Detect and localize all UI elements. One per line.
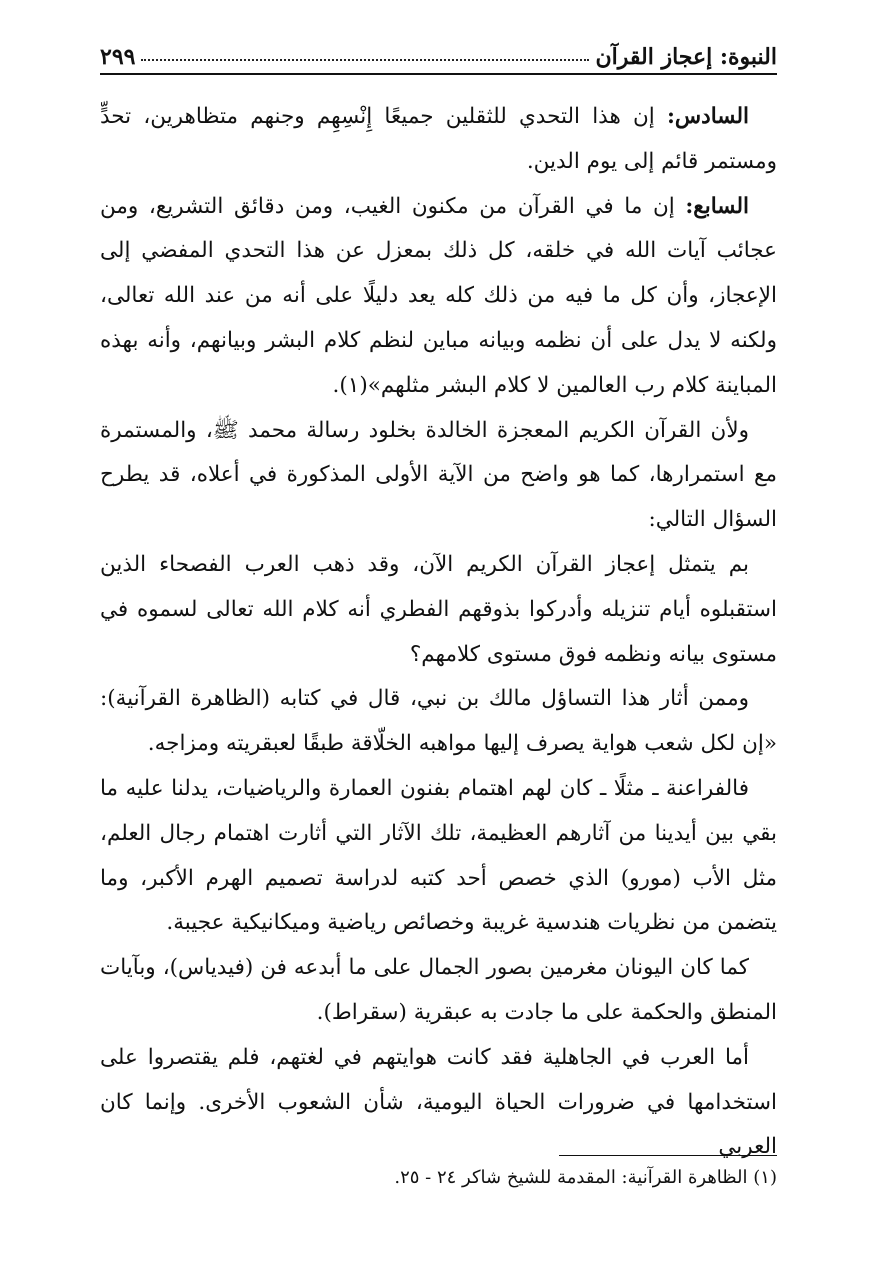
paragraph [100,543,777,677]
paragraph-lead: السابع: [685,193,749,219]
paragraph-text: أما العرب في الجاهلية فقد كانت هوايتهم في لغتهم، فلم يقتصروا على استخدامها في ضرورات الحياة اليومية، شأن الشعوب الأخرى. وإنما كان العربي [100,1044,777,1160]
paragraph-text: إن هذا التحدي للثقلين جميعًا إِنْسِهِم وجنهم متظاهرين، تحدٍّ ومستمر قائم إلى يوم الدين. [100,104,777,174]
paragraph [100,946,777,1036]
paragraph [100,95,777,185]
paragraph [100,185,777,409]
body-text [100,95,777,1170]
paragraph [100,767,777,946]
page-number: ٢٩٩ [100,44,136,70]
paragraph [100,409,777,543]
paragraph [100,1036,777,1170]
header-title: النبوة: إعجاز القرآن [595,44,777,70]
paragraph-text: بم يتمثل إعجاز القرآن الكريم الآن، وقد ذهب العرب الفصحاء الذين استقبلوه أيام تنزيله وأدركوا بذوقهم الفطري أنه كلام الله تعالى لسموه في مستوى بيانه ونظمه فوق مستوى كلامهم؟ [100,551,777,667]
paragraph [100,677,777,767]
paragraph-text: فالفراعنة ـ مثلًا ـ كان لهم اهتمام بفنون العمارة والرياضيات، يدلنا عليه ما بقي بين أيدينا من آثارهم العظيمة، تلك الآثار التي أثارت اهتمام رجال العلم، مثل الأب (مورو) الذي خصص أحد كتبه لدراسة تصميم الهرم الأكبر، وما يتضمن من نظريات هندسية غريبة وخصائص رياضية وميكانيكية عجيبة. [100,775,777,936]
running-header [100,30,777,70]
header-rule [100,73,777,75]
header-dot-leader [141,59,589,61]
paragraph-text: وممن أثار هذا التساؤل مالك بن نبي، قال في كتابه (الظاهرة القرآنية): «إن لكل شعب هواية يصرف إليها مواهبه الخلّاقة طبقًا لعبقريته ومزاجه. [100,686,777,757]
paragraph-text: كما كان اليونان مغرمين بصور الجمال على ما أبدعه فن (فيدياس)، وبآيات المنطق والحكمة على ما جادت به عبقرية (سقراط). [100,955,777,1025]
paragraph-text: ولأن القرآن الكريم المعجزة الخالدة بخلود رسالة محمد ﷺ، والمستمرة مع استمرارها، كما هو واضح من الآية الأولى المذكورة في أعلاه، قد يطرح السؤال التالي: [100,417,777,533]
paragraph-lead: السادس: [666,104,749,129]
paragraph-text: إن ما في القرآن من مكنون الغيب، ومن دقائق التشريع، ومن عجائب آيات الله في خلقه، كل ذلك بمعزل عن هذا التحدي المفضي إلى الإعجاز، وأن كل ما فيه من ذلك كله يعد دليلًا على أنه من عند الله تعالى، ولكنه لا يدل على أن نظمه وبيانه مباين لنظم كلام البشر وبيانهم، وأنه بهذه المباينة كلام رب العالمين لا كلام البشر مثلهم»(١). [100,193,777,398]
footnote: (١) الظاهرة القرآنية: المقدمة للشيخ شاكر ٢٤ - ٢٥. [394,1167,777,1188]
footnote-rule [559,1155,777,1156]
